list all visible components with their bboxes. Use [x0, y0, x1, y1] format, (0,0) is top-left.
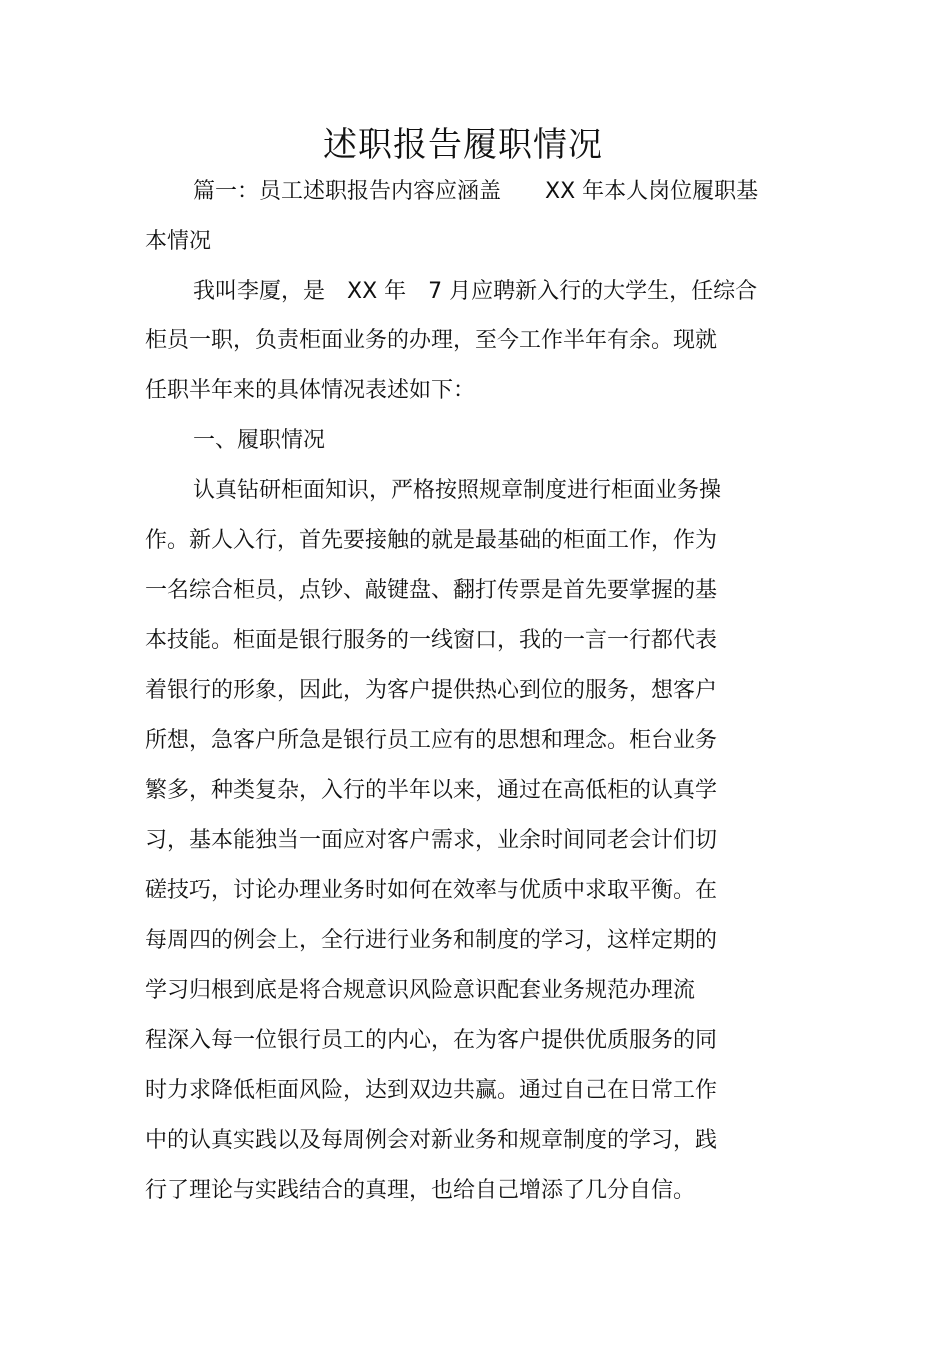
- body-line: 繁多，种类复杂，入行的半年以来，通过在高低柜的认真学: [145, 778, 718, 803]
- body-line: 我叫李厦，是 XX 年 7 月应聘新入行的大学生，任综合: [193, 279, 758, 304]
- body-line: 习，基本能独当一面应对客户需求，业余时间同老会计们切: [145, 828, 718, 853]
- body-line: 磋技巧，讨论办理业务时如何在效率与优质中求取平衡。在: [145, 878, 718, 903]
- body-line: 着银行的形象，因此，为客户提供热心到位的服务，想客户: [145, 678, 718, 703]
- body-line: 中的认真实践以及每周例会对新业务和规章制度的学习，践: [145, 1128, 718, 1153]
- body-line: 程深入每一位银行员工的内心，在为客户提供优质服务的同: [145, 1028, 718, 1053]
- body-line: 篇一：员工述职报告内容应涵盖 XX 年本人岗位履职基: [193, 179, 759, 204]
- body-line: 每周四的例会上，全行进行业务和制度的学习，这样定期的: [145, 928, 718, 953]
- body-line: 学习归根到底是将合规意识风险意识配套业务规范办理流: [145, 978, 696, 1003]
- body-line: 行了理论与实践结合的真理，也给自己增添了几分自信。: [145, 1178, 696, 1203]
- body-line: 所想，急客户所急是银行员工应有的思想和理念。柜台业务: [145, 728, 718, 753]
- body-line: 任职半年来的具体情况表述如下：: [145, 378, 476, 403]
- body-line: 作。新人入行，首先要接触的就是最基础的柜面工作，作为: [145, 528, 718, 553]
- document-title: 述职报告履职情况: [323, 125, 603, 165]
- section-heading: 一、履职情况: [193, 428, 326, 453]
- body-line: 本情况: [145, 229, 212, 254]
- body-line: 认真钻研柜面知识，严格按照规章制度进行柜面业务操: [193, 478, 722, 503]
- body-line: 柜员一职，负责柜面业务的办理，至今工作半年有余。现就: [145, 328, 718, 353]
- body-line: 本技能。柜面是银行服务的一线窗口，我的一言一行都代表: [145, 628, 718, 653]
- body-line: 时力求降低柜面风险，达到双边共赢。通过自己在日常工作: [145, 1078, 718, 1103]
- body-line: 一名综合柜员，点钞、敲键盘、翻打传票是首先要掌握的基: [145, 578, 718, 603]
